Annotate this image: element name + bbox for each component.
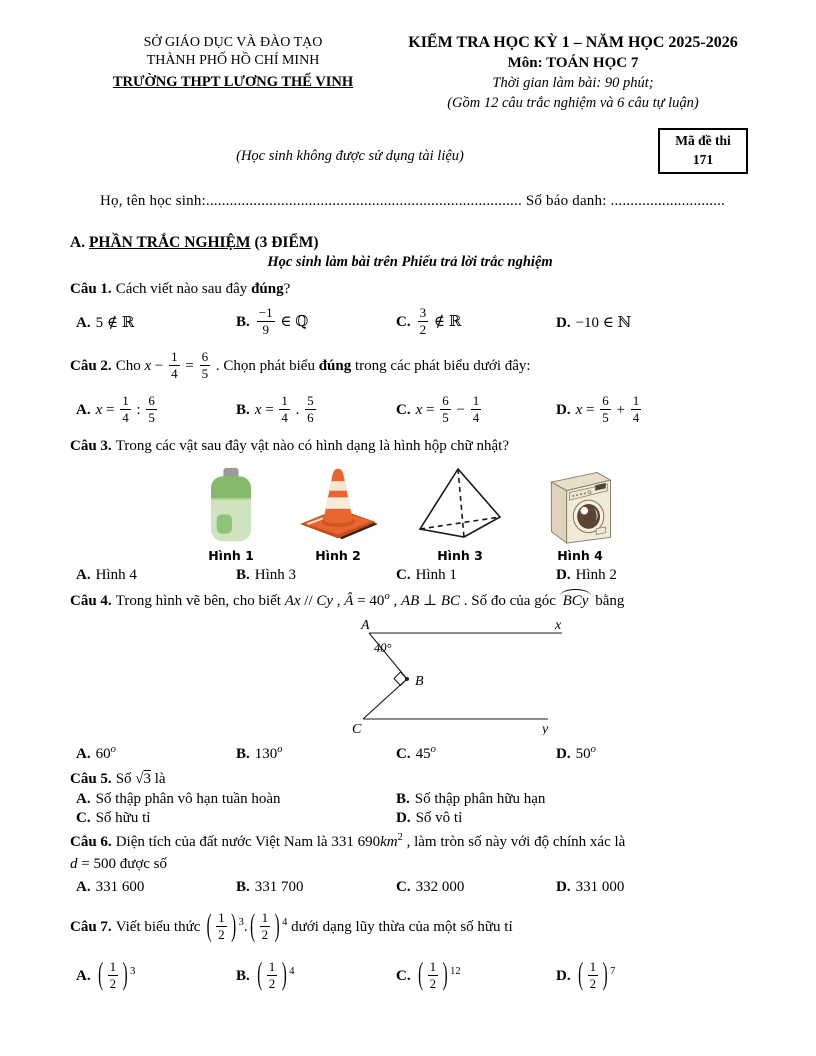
exam-title-block (396, 34, 750, 112)
question-5-options-row-2 (70, 810, 750, 827)
figure-label-3: Hình 3 (437, 547, 483, 563)
option-c: C. 45$^o$ (396, 743, 436, 762)
student-id-dots: ............................. (610, 193, 726, 209)
option-c: C. $\frac{3}{2}$ ∉ ℝ (396, 304, 462, 337)
question-3-text: Trong các vật sau đây vật nào có hình dạng là hình hộp chữ nhật? (115, 438, 509, 455)
option-d: D. x = $\frac{6}{5}$ + $\frac{1}{4}$ (556, 392, 640, 425)
question-4-label: Câu 4. (70, 592, 112, 609)
question-6-text-line-2: d = 500 được số (70, 856, 168, 873)
option-c: C. x = $\frac{6}{5}$ − $\frac{1}{4}$ (396, 392, 480, 425)
option-d: D. Số vô tỉ (396, 810, 463, 827)
question-7 (70, 909, 750, 999)
question-6 (70, 831, 750, 896)
question-7-label: Câu 7. (70, 918, 112, 935)
question-2 (70, 351, 750, 430)
exam-code-box (658, 128, 748, 174)
question-4-options (70, 744, 750, 763)
option-b: B. x = $\frac{1}{4}$ . $\frac{5}{6}$ (236, 392, 314, 425)
question-6-text: Diện tích của đất nước Việt Nam là 331 $690km^2$ , làm tròn số này với độ chính xác là (115, 832, 626, 851)
school-name: TRƯỜNG THPT LƯƠNG THẾ VINH (112, 73, 354, 90)
option-d: D. 331 000 (556, 878, 625, 895)
option-d: D. −10 ∈ ℕ (556, 314, 632, 331)
q4-geometry-figure (306, 617, 750, 740)
question-5-label: Câu 5. (70, 770, 112, 787)
option-d: D. Hình 2 (556, 566, 617, 583)
option-a: A. ( $\frac{1}{2}$ ) $^3$ (76, 958, 136, 993)
question-1-options (70, 303, 750, 341)
question-2-label: Câu 2. (70, 358, 112, 375)
no-materials-notice: (Học sinh không được sử dụng tài liệu) (236, 148, 464, 164)
option-a: A. 5 ∉ ℝ (76, 314, 135, 331)
point-b-label: B (415, 673, 424, 689)
angle-40-label: 40° (374, 640, 392, 655)
student-id-label: Số báo danh: (521, 193, 611, 209)
question-5-text: Số √3 là (115, 770, 166, 787)
option-d: D. 50$^o$ (556, 743, 596, 762)
question-2-options (70, 390, 750, 430)
question-3-figures (70, 463, 750, 563)
ray-y-label: y (542, 721, 549, 735)
department-line-1: SỞ GIÁO DỤC VÀ ĐÀO TẠO (143, 35, 323, 50)
figure-label-2: Hình 2 (315, 547, 361, 563)
option-c: C. Hình 1 (396, 566, 457, 583)
question-4-text: Trong hình vẽ bên, cho biết Ax // Cy , Â = $40^o$ , AB ⊥ BC . Số đo của góc BCy bằng (115, 590, 625, 609)
figure-3 (414, 465, 506, 563)
question-6-options (70, 879, 750, 896)
exam-code-label: Mã đề thi (675, 133, 731, 148)
figure-label-4: Hình 4 (557, 547, 603, 563)
school-block (70, 34, 396, 112)
section-a-points: (3 ĐIỂM) (250, 234, 319, 251)
student-name-label: Họ, tên học sinh: (100, 193, 206, 209)
section-a-note: Học sinh làm bài trên Phiếu trả lời trắc nghiệm (267, 254, 553, 270)
question-3-options (70, 567, 750, 584)
question-4 (70, 590, 750, 763)
exam-header (70, 34, 750, 112)
section-a-label: A. (70, 234, 86, 251)
traffic-cone-image (296, 465, 380, 545)
question-2-text: Cho x − $\frac{1}{4}$ = $\frac{6}{5}$ . Chọn phát biểu đúng trong các phát biểu dưới đây: (115, 349, 531, 382)
option-a: A. 60$^o$ (76, 743, 116, 762)
option-a: A. Số thập phân vô hạn tuần hoàn (76, 791, 281, 808)
figure-4 (540, 463, 620, 563)
option-b: B. $\frac{-1}{9}$ ∈ ℚ (236, 304, 309, 337)
washing-machine-image (540, 463, 620, 545)
exam-code-value: 171 (692, 151, 714, 167)
structure-line: (Gồm 12 câu trắc nghiệm và 6 câu tự luận) (447, 95, 699, 111)
question-5 (70, 769, 750, 827)
option-c: C. Số hữu tỉ (76, 810, 151, 827)
question-1 (70, 279, 750, 341)
subject-line: Môn: TOÁN HỌC 7 (507, 55, 639, 71)
exam-title: KIỂM TRA HỌC KỲ 1 – NĂM HỌC 2025-2026 (408, 34, 738, 51)
triangular-prism-image (414, 465, 506, 545)
section-a-heading (70, 234, 750, 252)
student-name-dots: ................................................................................ (205, 193, 522, 209)
option-d: D. ( $\frac{1}{2}$ ) $^7$ (556, 958, 616, 993)
question-3 (70, 436, 750, 583)
figure-label-1: Hình 1 (208, 547, 254, 563)
question-6-label: Câu 6. (70, 834, 112, 851)
question-1-text: Cách viết nào sau đây đúng? (115, 281, 291, 297)
question-5-options-row-1 (70, 791, 750, 808)
option-b: B. Hình 3 (236, 566, 297, 583)
point-c-label: C (352, 721, 362, 735)
department-line-2: THÀNH PHỐ HỒ CHÍ MINH (146, 53, 320, 69)
option-b: B. ( $\frac{1}{2}$ ) $^4$ (236, 958, 295, 993)
option-a: A. Hình 4 (76, 566, 137, 583)
figure-2 (296, 465, 380, 563)
option-b: B. 130$^o$ (236, 743, 283, 762)
option-c: C. ( $\frac{1}{2}$ ) $^{12}$ (396, 958, 461, 993)
duration-line: Thời gian làm bài: 90 phút; (492, 75, 654, 91)
option-b: B. 331 700 (236, 878, 304, 895)
figure-1 (200, 465, 262, 563)
battery-image (200, 465, 262, 545)
question-7-options (70, 955, 750, 999)
option-a: A. x = $\frac{1}{4}$ : $\frac{6}{5}$ (76, 392, 155, 425)
option-a: A. 331 600 (76, 878, 145, 895)
question-3-label: Câu 3. (70, 438, 112, 455)
student-info-line (70, 193, 750, 210)
option-c: C. 332 000 (396, 878, 465, 895)
question-1-label: Câu 1. (70, 281, 112, 297)
section-a-title: PHẦN TRẮC NGHIỆM (88, 234, 251, 251)
option-b: B. Số thập phân hữu hạn (396, 791, 546, 808)
point-a-label: A (361, 617, 370, 633)
ray-x-label: x (555, 617, 562, 633)
question-7-text: Viết biểu thức ( $\frac{1}{2}$ ) $^3$. ( $\frac{1}{2}$ ) $^4$ dưới dạng lũy thừa của một số hữu tỉ (115, 909, 513, 944)
